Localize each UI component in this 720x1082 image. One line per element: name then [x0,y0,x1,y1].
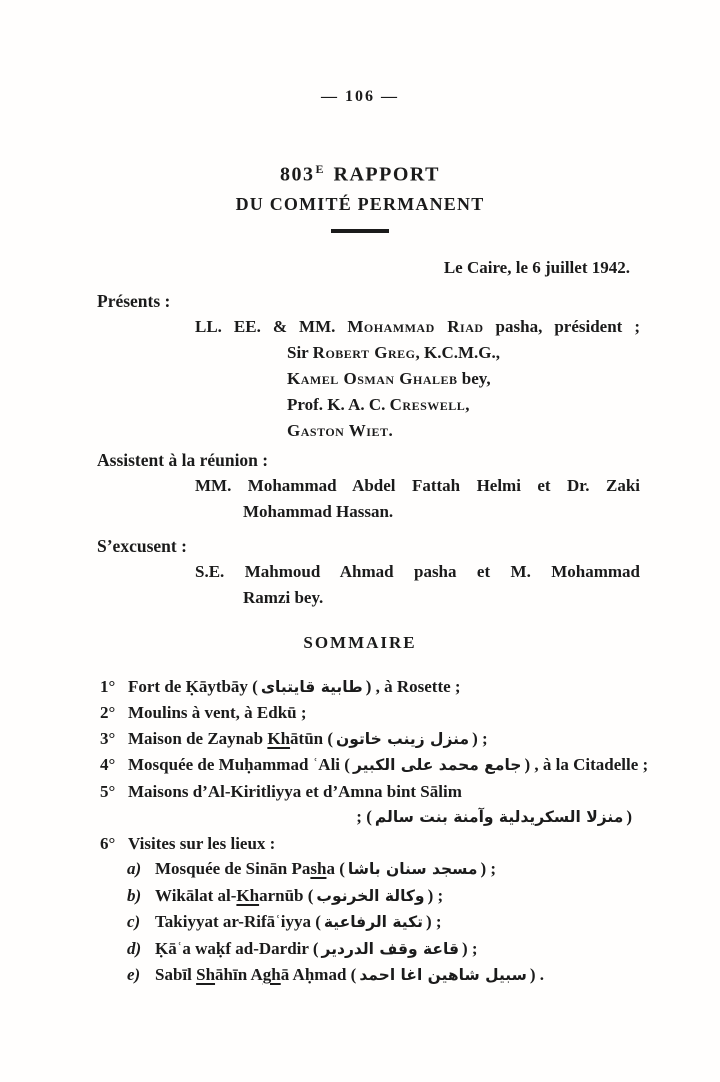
text-segment: ) [626,807,632,827]
report-number: 803 [280,163,315,186]
arabic-text: منزلا السكريدلية وآمنة بنت سالم [374,808,624,827]
section-assistent [0,447,720,525]
item-number: 2° [100,703,116,723]
text-segment: Moulins à vent, à Edkū ; [128,703,307,723]
item-number: 4° [100,755,116,775]
text-segment: MM. Mohammad Abdel Fattah Helmi et Dr. Zaki [195,475,640,495]
attendee-line [287,392,720,418]
sommaire-item-5-continuation [100,804,632,831]
item-text [155,939,478,958]
arabic-text: سبيل شاهين اغا احمد [359,966,527,985]
text-segment: Gaston Wiet [287,420,389,440]
item-text [128,782,462,801]
sommaire-subitem-b [127,883,720,910]
report-title [0,162,720,187]
section-label-presents: Présents : [97,290,171,311]
item-text [155,965,544,984]
text-segment: Mosquée de Muḥammad ʿAli ( [128,755,350,775]
text-segment: ) ; [427,885,444,905]
item-text [155,859,496,878]
text-segment: gh [262,965,281,985]
arabic-text: وكالة الخرنوب [316,886,425,905]
report-number-suffix: E [315,162,324,176]
text-segment: a ( [326,859,345,879]
sommaire-heading: SOMMAIRE [303,632,417,652]
section-label-assistent: Assistent à la réunion : [97,449,269,470]
text-segment: Mohammad Riad [347,316,484,336]
text-segment: ā Aḥmad ( [280,965,357,985]
sommaire-subitem-c [127,909,720,936]
item-number: 3° [100,728,116,748]
text-segment: , [465,394,470,414]
sommaire-subitem-a [127,856,720,883]
text-segment: ātūn ( [290,728,334,748]
attendee-line [195,473,640,499]
report-subtitle: DU COMITÉ PERMANENT [235,193,485,214]
text-segment: Kh [267,728,291,748]
text-segment: Kamel Osman Ghaleb [287,368,458,388]
arabic-text: قاعة وقف الدردير [321,939,459,958]
attendee-line [287,340,720,366]
section-excusent [0,533,720,611]
item-number: 6° [100,833,116,853]
text-segment: sh [310,859,327,879]
text-segment: pasha, président ; [483,316,641,336]
sommaire-subitem-d [127,936,720,963]
report-word: RAPPORT [333,163,440,186]
item-text [155,912,442,931]
subitem-letter: c) [127,912,141,932]
attendee-line [243,585,720,611]
text-segment: ) ; [425,912,442,932]
text-segment: Kh [236,885,260,905]
item-text [128,755,648,774]
text-segment: Creswell [389,394,466,414]
sommaire-item-2 [100,700,720,726]
text-segment: . [388,420,393,440]
text-segment: Visites sur les lieux : [128,833,276,853]
text-segment: ) ; [461,938,478,958]
attendee-line [243,499,720,525]
text-segment: ) . [529,965,545,985]
item-text [128,677,461,696]
text-segment: Sabīl [155,965,197,985]
text-segment: Ḳāʿa waḳf ad-Dardir ( [155,938,319,958]
text-segment: arnūb ( [259,885,314,905]
sommaire-item-6 [100,831,720,857]
section-label-excusent: S’excusent : [97,535,187,556]
text-segment: Mosquée de Sinān Pa [155,859,311,879]
text-segment: Ramzi bey. [243,587,324,607]
sommaire-item-3 [100,726,720,753]
subitem-letter: d) [127,938,142,958]
item-text [155,886,443,905]
text-segment: Sh [196,965,216,985]
item-text [128,703,307,722]
item-number: 5° [100,781,116,801]
arabic-text: طابية قايتباى [260,677,363,696]
text-segment: ) ; [480,859,497,879]
subitem-letter: b) [127,885,142,905]
text-segment: ) , à Rosette ; [365,676,461,696]
sommaire-item-1 [100,674,720,701]
text-segment: ) , à la Citadelle ; [524,755,649,775]
arabic-text: منزل زينب خاتون [336,729,470,748]
page-number: — 106 — [321,88,399,105]
text-segment: Prof. K. A. C. [287,394,390,414]
subitem-letter: a) [127,859,142,879]
attendee-line [287,418,720,444]
title-rule [331,229,389,233]
text-segment: Takiyyat ar-Rifāʿiyya ( [155,912,321,932]
text-segment: Sir [287,342,313,362]
subitem-letter: e) [127,965,141,985]
text-segment: Wikālat al- [155,885,237,905]
sommaire-subitem-e [127,962,720,989]
arabic-text: مسجد سنان باشا [347,860,478,879]
item-text [128,834,275,853]
section-presents [0,288,720,444]
arabic-text: تكية الرفاعية [323,913,423,932]
text-segment: āhīn A [215,965,263,985]
attendee-line [287,366,720,392]
text-segment: , K.C.M.G., [415,342,501,362]
text-segment: Fort de Ḳāytbāy ( [128,676,258,696]
text-segment: Robert Greg [312,342,416,362]
text-segment: bey, [457,368,491,388]
sommaire-list [0,674,720,989]
attendee-line [195,559,640,585]
text-segment: LL. EE. & MM. [195,316,348,336]
text-segment: Mohammad Hassan. [243,501,394,521]
item-number: 1° [100,676,116,696]
item-text [128,729,488,748]
dateline: Le Caire, le 6 juillet 1942. [443,257,630,277]
text-segment: Maisons d’Al-Kiritliyya et d’Amna bint Sālim [128,781,462,801]
attendee-line [195,314,640,340]
text-segment: ; ( [356,807,372,827]
text-segment: Maison de Zaynab [128,728,268,748]
arabic-text: جامع محمد على الكبير [352,756,522,775]
sommaire-item-5 [100,779,720,805]
text-segment: ) ; [472,728,488,748]
text-segment: S.E. Mahmoud Ahmad pasha et M. Mohammad [195,561,640,581]
sommaire-item-4 [100,752,720,779]
